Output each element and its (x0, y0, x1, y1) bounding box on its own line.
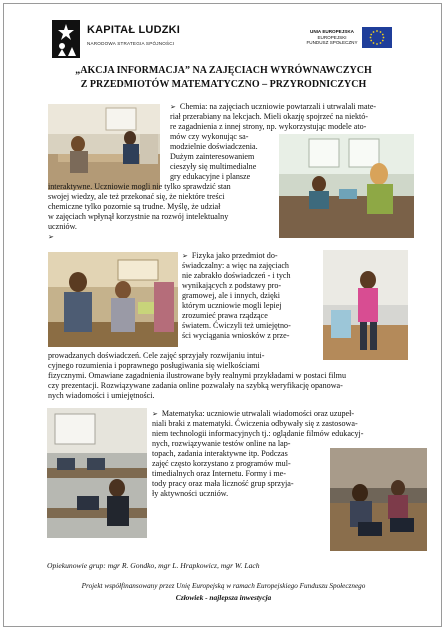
physics-line-13: czy prezentacji. Rozwiązywane zadania online pozwalały na szybką weryfikację opanowa- (48, 381, 343, 390)
chemistry-text-top (170, 102, 413, 132)
bullet-icon: ➢ (170, 103, 176, 111)
eu-line-3: FUNDUSZ SPOŁECZNY (306, 40, 358, 46)
eu-line-2: EUROPEJSKI (317, 34, 347, 40)
physics-text-narrow (182, 251, 317, 341)
chemistry-photo-students (279, 134, 414, 238)
physics-line-8: światem. Ćwiczyli też umiejętno- (182, 321, 291, 330)
chemistry-line-2: riał przerabiany na lekcjach. Mieli okazję spojrzeć na niektó- (170, 112, 368, 121)
chemistry-line-9: interaktywne. Uczniowie mogli nie tylko sprawdzić stan (48, 182, 231, 191)
eu-line-1: UNIA EUROPEJSKA (310, 29, 354, 34)
group-guardians: Opiekunowie grup: mgr R. Gondko, mgr L. Hrapkowicz, mgr W. Lach (47, 561, 260, 570)
math-line-5: topach, zadania interaktywne itp. Podczas (152, 449, 288, 458)
physics-text-bottom (48, 371, 413, 401)
math-line-6: zajęć często korzystano z programów mul- (152, 459, 291, 468)
chemistry-line-1 (170, 102, 413, 112)
math-line-3: niem technologii informacyjnych tj.: oglądanie filmów edukacyj- (152, 429, 364, 438)
footer-slogan: Człowiek - najlepsza inwestycja (175, 593, 272, 602)
math-photo-laptops (330, 448, 427, 551)
footer-cofinancing: Projekt współfinansowany przez Unię Europejską w ramach Europejskiego Funduszu Społecznego (81, 582, 366, 590)
chemistry-line-13: uczniów. (48, 222, 77, 231)
chemistry-line-7: cieszyły się multimedialne (170, 162, 257, 171)
physics-line-14: nych wiadomości i umiejętności. (48, 391, 155, 400)
physics-line-12: fizycznymi. Omawiane zagadnienia ilustrowane były realnymi przykładami w postaci filmu (48, 371, 347, 380)
chemistry-line-11: chemiczne tylko pozornie są trudne. Myślę, że udział (48, 202, 221, 211)
bullet-icon: ➢ (152, 410, 158, 418)
chemistry-line-12: w zajęciach wpłynął korzystnie na rozwój intelektualny (48, 212, 229, 221)
physics-line-2: świadczalny: a więc na zajęciach (182, 261, 289, 270)
math-line-7: timedialnych oraz Internetu. Formy i me- (152, 469, 286, 478)
math-line-1-text: Matematyka: uczniowie utrwalali wiadomości oraz uzupeł- (161, 409, 355, 418)
chemistry-line-1-text: Chemia: na zajęciach uczniowie powtarzali i utrwalali mate- (179, 102, 377, 111)
physics-line-5: gramowej, ale i innych, dzięki (182, 291, 280, 300)
math-text-narrow (152, 439, 324, 499)
chemistry-text-bottom (48, 182, 276, 242)
chemistry-text-narrow (170, 132, 278, 182)
chemistry-line-14: ➢ (48, 233, 54, 241)
math-line-4: nych, rozwiązywanie testów online na lap- (152, 439, 291, 448)
program-name: KAPITAŁ LUDZKI (87, 24, 181, 36)
bullet-icon: ➢ (182, 252, 188, 260)
physics-text-mid (48, 351, 318, 371)
math-line-2: niali braki z matematyki. Ćwiczenia odbywały się z zastosowa- (152, 419, 358, 428)
eu-flag-icon (362, 27, 392, 48)
physics-line-1-text: Fizyka jako przedmiot do- (191, 251, 278, 260)
chemistry-line-6: Dużym zainteresowaniem (170, 152, 255, 161)
physics-line-9: ści wyciągania wniosków z prze- (182, 331, 290, 340)
chemistry-line-4: mów czy wykonując sa- (170, 132, 249, 141)
math-line-8: tody pracy oraz mała liczność grup sprzyja- (152, 479, 294, 488)
title-line-2: Z PRZEDMIOTÓW MATEMATYCZNO – PRZYRODNICZYCH (80, 79, 367, 90)
math-line-9: ły aktywności uczniów. (152, 489, 229, 498)
chemistry-photo-classroom (48, 104, 160, 190)
physics-photo-boys (48, 252, 178, 347)
physics-line-1 (182, 251, 317, 261)
physics-line-7: zrozumieć prawa rządzące (182, 311, 268, 320)
physics-line-3: nie zabrakło doświadczeń - i tych (182, 271, 291, 280)
eu-text-block (300, 29, 364, 46)
physics-line-10: prowadzanych doświadczeń. Cele zajęć sprzyjały rozwijaniu intui- (48, 351, 265, 360)
physics-line-11: cyjnego rozumienia i poprawnego posługiwania się wielkościami (48, 361, 260, 370)
math-photo-computer-lab (47, 408, 147, 538)
program-subtitle: NARODOWA STRATEGIA SPÓJNOŚCI (87, 41, 175, 46)
physics-line-4: wynikających z podstawy pro- (182, 281, 282, 290)
title-line-1: „AKCJA INFORMACJA” NA ZAJĘCIACH WYRÓWNAWCZYCH (75, 65, 372, 76)
chemistry-line-8: gry edukacyjne i plansze (170, 172, 251, 181)
kapital-ludzki-logo-icon (52, 20, 80, 58)
physics-line-6: którym uczniowie mogli lepiej (182, 301, 282, 310)
math-line-1 (152, 409, 414, 419)
chemistry-line-5: modzielnie doświadczenia. (170, 142, 258, 151)
chemistry-line-3: re zagadnienia z innej strony, np. wykorzystując modele ato- (170, 122, 367, 131)
math-text-top (152, 409, 414, 439)
physics-photo-girl (323, 250, 408, 360)
chemistry-line-10: swojej wiedzy, ale też przekonać się, że niektóre treści (48, 192, 225, 201)
